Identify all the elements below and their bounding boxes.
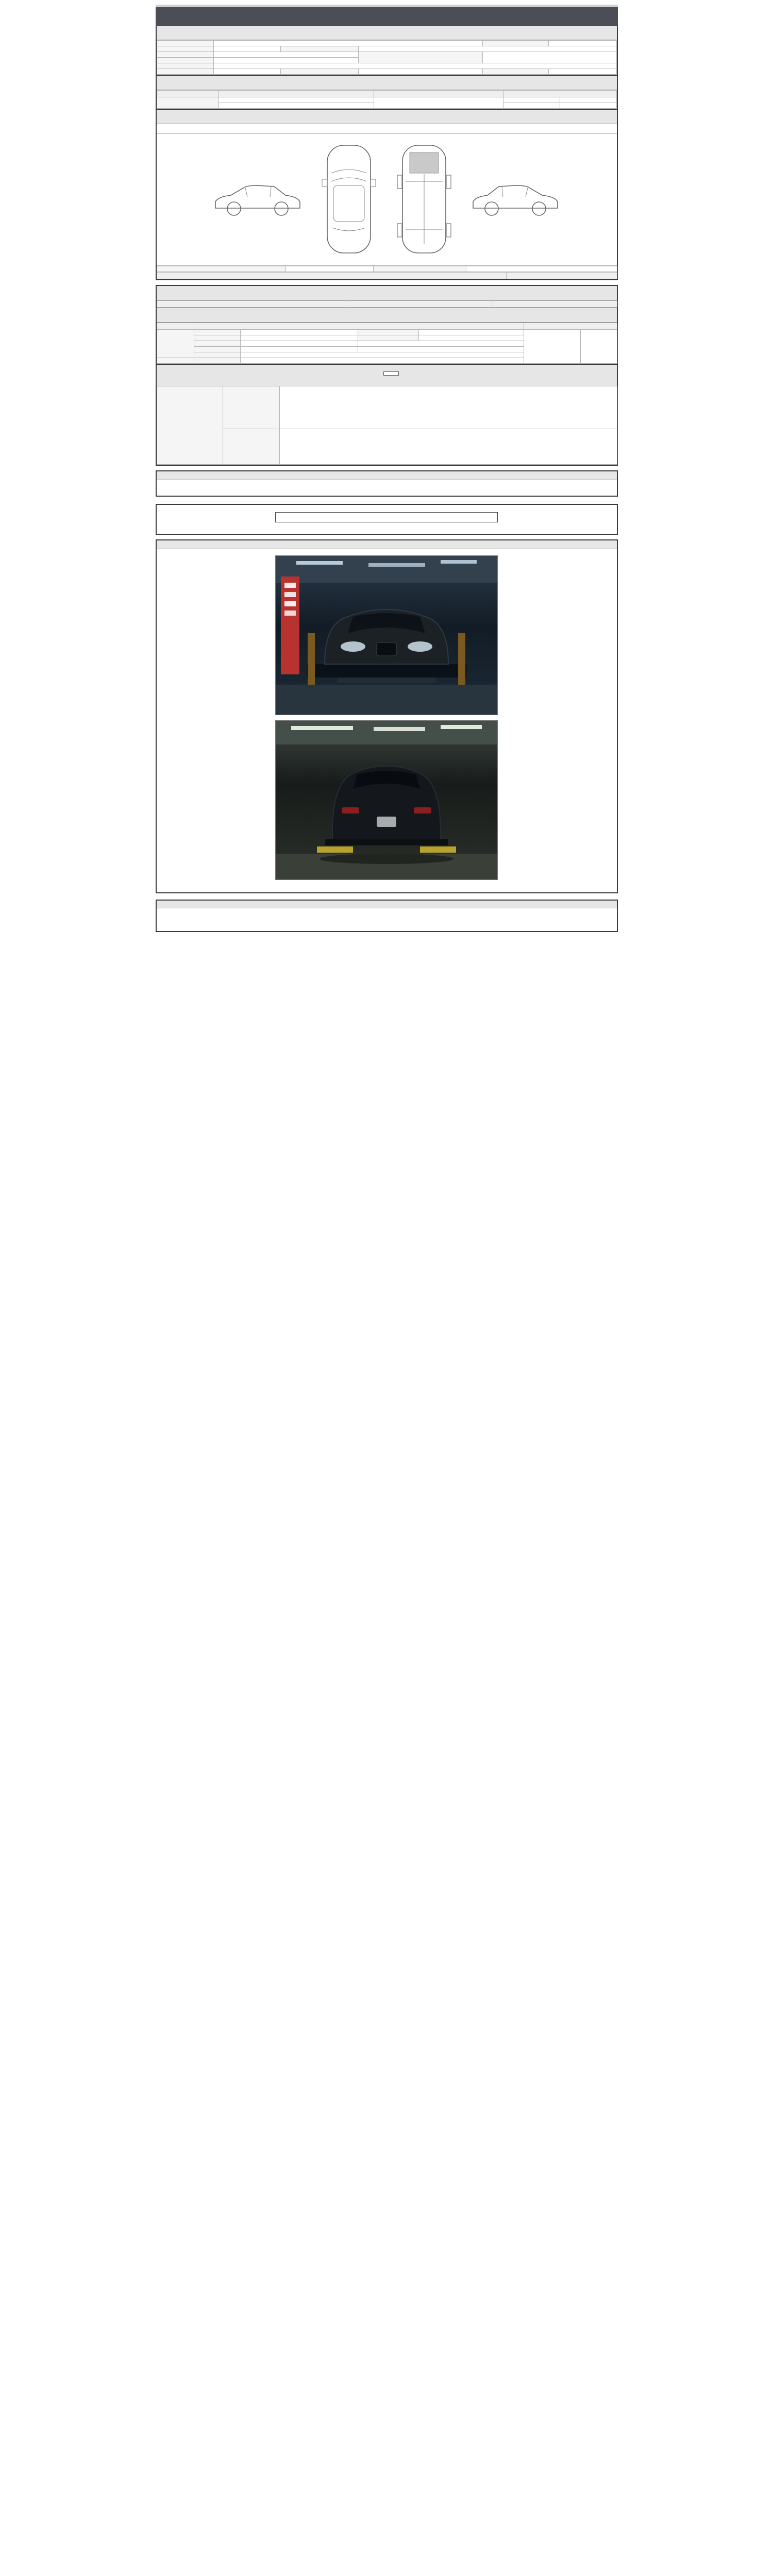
engine-type-value bbox=[213, 69, 280, 75]
accident-history-checks bbox=[285, 266, 373, 272]
detail-band bbox=[157, 286, 617, 300]
detail-h2 bbox=[194, 301, 346, 308]
rank-header bbox=[157, 273, 506, 279]
page-marker-2 bbox=[156, 280, 618, 285]
fuel-label bbox=[157, 63, 213, 69]
inspector-opinion-text bbox=[279, 386, 617, 429]
detail-h4 bbox=[493, 301, 617, 308]
vin-label bbox=[157, 58, 213, 63]
mileage-note-2 bbox=[560, 103, 616, 109]
overall-table bbox=[157, 90, 617, 109]
car-side-right-diagram bbox=[468, 176, 564, 223]
title-band bbox=[156, 5, 618, 26]
wheel-checks bbox=[240, 341, 358, 347]
rank-price-header bbox=[506, 273, 617, 279]
simple-repair-label bbox=[373, 266, 466, 272]
first-reg-label bbox=[157, 52, 213, 58]
reg-no-label bbox=[482, 41, 548, 46]
room-cleaning-label bbox=[358, 335, 418, 341]
overall-h3 bbox=[374, 91, 503, 97]
car-top-view-diagram bbox=[318, 141, 380, 257]
engine-type-label bbox=[157, 69, 213, 75]
tire-label bbox=[194, 347, 240, 352]
repair-need-group bbox=[157, 330, 194, 358]
page-marker-4 bbox=[156, 535, 618, 539]
accident-history-table bbox=[157, 266, 617, 272]
mileage-note-1 bbox=[560, 97, 616, 103]
sign-body bbox=[157, 908, 617, 931]
basic-info-table bbox=[157, 40, 617, 75]
interior-checks bbox=[418, 330, 524, 335]
inspection-photo-rear bbox=[275, 720, 498, 880]
basic-info-band bbox=[157, 26, 617, 40]
year-label bbox=[157, 46, 213, 52]
etc-h-item bbox=[194, 323, 524, 330]
wheel-label bbox=[194, 341, 240, 347]
mileage-row-1 bbox=[157, 97, 616, 103]
overall-h1 bbox=[157, 91, 219, 97]
section-accident bbox=[156, 110, 618, 280]
interior-label bbox=[358, 330, 418, 335]
car-name-label bbox=[157, 41, 213, 46]
mileage-price-2 bbox=[503, 103, 560, 109]
detail-table bbox=[157, 300, 617, 308]
inspection-photo-front bbox=[275, 555, 498, 715]
opinion-label bbox=[157, 386, 223, 465]
etc-price bbox=[524, 330, 580, 364]
section-detail bbox=[156, 285, 618, 466]
year-value bbox=[213, 46, 280, 52]
vin-value bbox=[213, 58, 358, 63]
inspector-label bbox=[223, 386, 279, 429]
overall-h4 bbox=[503, 91, 616, 97]
base-price-label bbox=[482, 69, 548, 75]
glass-checks bbox=[240, 352, 524, 358]
page-marker-3 bbox=[156, 466, 618, 470]
accident-legend bbox=[157, 124, 617, 134]
basic-items-checks bbox=[240, 358, 524, 364]
pricing-definition-box bbox=[156, 504, 618, 535]
mileage-price-1 bbox=[503, 97, 560, 103]
reg-no-value bbox=[549, 41, 616, 46]
tire-checks bbox=[240, 347, 358, 352]
exterior-label bbox=[194, 330, 240, 335]
mileage-current bbox=[374, 97, 503, 109]
overall-h2 bbox=[219, 91, 374, 97]
rank-table bbox=[157, 272, 617, 279]
final-price-value bbox=[383, 371, 399, 376]
notice-title bbox=[157, 471, 617, 480]
section-sign bbox=[156, 900, 618, 932]
etc-h-price bbox=[524, 323, 617, 330]
photos-area bbox=[157, 549, 617, 892]
section-basic-info bbox=[156, 26, 618, 76]
appraiser-label bbox=[223, 429, 279, 465]
exterior-checks bbox=[240, 330, 358, 335]
overall-band bbox=[157, 76, 617, 90]
car-side-left-diagram bbox=[209, 176, 305, 223]
car-diagrams bbox=[157, 134, 617, 266]
photos-title bbox=[157, 540, 617, 549]
base-price-value bbox=[549, 69, 616, 75]
appraiser-opinion-text bbox=[279, 429, 617, 465]
have-state-label bbox=[194, 358, 240, 364]
detail-h1 bbox=[157, 301, 194, 308]
basic-items-group bbox=[157, 358, 194, 364]
car-bottom-view-diagram bbox=[393, 141, 455, 257]
polish-checks bbox=[240, 335, 358, 341]
etc-table bbox=[157, 323, 617, 364]
etc-band bbox=[157, 308, 617, 323]
section-notice bbox=[156, 470, 618, 497]
fuel-checks bbox=[213, 63, 616, 69]
accident-band bbox=[157, 110, 617, 124]
pricing-box-title bbox=[275, 512, 498, 522]
sign-label bbox=[157, 901, 617, 908]
final-price-strip bbox=[157, 364, 617, 386]
notice-body bbox=[157, 480, 617, 496]
law-reference bbox=[156, 0, 618, 5]
accident-history-label bbox=[157, 266, 285, 272]
tire-position-checks bbox=[358, 347, 524, 352]
polish-label bbox=[194, 335, 240, 341]
document bbox=[156, 0, 618, 932]
mileage-state-2 bbox=[219, 103, 374, 109]
first-reg-value bbox=[213, 52, 358, 58]
mileage-label bbox=[157, 97, 219, 109]
detail-h3 bbox=[346, 301, 493, 308]
etc-note bbox=[580, 330, 617, 364]
opinion-table bbox=[157, 386, 617, 465]
car-name-value bbox=[213, 41, 482, 46]
valid-value bbox=[358, 46, 616, 52]
etc-h-blank bbox=[157, 323, 194, 330]
section-overall bbox=[156, 76, 618, 110]
mileage-state-1 bbox=[219, 97, 374, 103]
warranty-label bbox=[281, 69, 359, 75]
transmission-checks bbox=[482, 52, 616, 63]
room-cleaning-checks bbox=[418, 335, 524, 341]
warranty-checks bbox=[358, 69, 482, 75]
transmission-label bbox=[358, 52, 482, 63]
section-photos bbox=[156, 539, 618, 893]
valid-label bbox=[281, 46, 359, 52]
glass-label bbox=[194, 352, 240, 358]
wheel-position-checks bbox=[358, 341, 524, 347]
simple-repair-checks bbox=[466, 266, 617, 272]
